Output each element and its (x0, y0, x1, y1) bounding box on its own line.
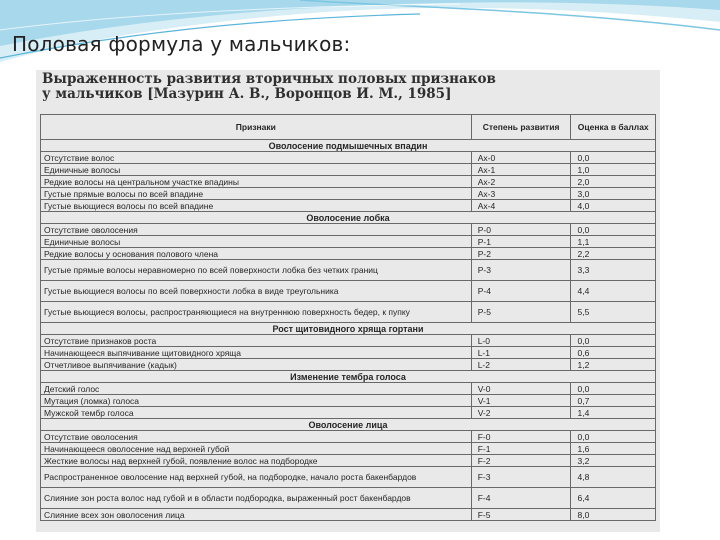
table-body (41, 140, 656, 521)
cell-stage: Р-5 (471, 302, 571, 323)
table-row (41, 431, 656, 443)
cell-stage: L-0 (471, 335, 571, 347)
cell-score: 1,1 (571, 236, 656, 248)
cell-sign: Детский голос (41, 383, 472, 395)
section-title: Оволосение лобка (41, 212, 656, 224)
table-row (41, 260, 656, 281)
cell-sign: Густые вьющиеся волосы по всей поверхности лобка в виде треугольника (41, 281, 472, 302)
cell-score: 0,0 (571, 383, 656, 395)
cell-sign: Единичные волосы (41, 164, 472, 176)
cell-stage: F-5 (471, 509, 571, 521)
cell-sign: Распространенное оволосение над верхней губой, на подбородке, начало роста бакенбардов (41, 467, 472, 488)
cell-score: 3,3 (571, 260, 656, 281)
table-row (41, 248, 656, 260)
cell-score: 2,2 (571, 248, 656, 260)
cell-stage: Ах-3 (471, 188, 571, 200)
table-row (41, 407, 656, 419)
cell-stage: F-2 (471, 455, 571, 467)
table-row (41, 176, 656, 188)
section-header-row (41, 371, 656, 383)
table-header-row (41, 115, 656, 140)
table-row (41, 200, 656, 212)
cell-stage: Р-3 (471, 260, 571, 281)
section-header-row (41, 212, 656, 224)
cell-score: 4,8 (571, 467, 656, 488)
table-row (41, 335, 656, 347)
cell-sign: Отчетливое выпячивание (кадык) (41, 359, 472, 371)
cell-score: 0,0 (571, 431, 656, 443)
table-row (41, 467, 656, 488)
cell-sign: Отсутствие оволосения (41, 431, 472, 443)
cell-sign: Начинающееся оволосение над верхней губой (41, 443, 472, 455)
cell-sign: Густые вьющиеся волосы, распространяющиеся на внутреннюю поверхность бедер, к пупку (41, 302, 472, 323)
scanned-table-image (36, 70, 660, 532)
table-row (41, 383, 656, 395)
cell-stage: F-3 (471, 467, 571, 488)
cell-stage: L-1 (471, 347, 571, 359)
cell-score: 4,0 (571, 200, 656, 212)
cell-sign: Отсутствие признаков роста (41, 335, 472, 347)
cell-stage: V-1 (471, 395, 571, 407)
cell-stage: L-2 (471, 359, 571, 371)
section-header-row (41, 140, 656, 152)
table-row (41, 152, 656, 164)
cell-stage: F-1 (471, 443, 571, 455)
cell-sign: Отсутствие волос (41, 152, 472, 164)
cell-score: 3,2 (571, 455, 656, 467)
section-title: Оволосение подмышечных впадин (41, 140, 656, 152)
cell-sign: Густые прямые волосы неравномерно по всей поверхности лобка без четких границ (41, 260, 472, 281)
cell-sign: Единичные волосы (41, 236, 472, 248)
column-header-sign: Признаки (41, 115, 472, 140)
cell-stage: Ах-1 (471, 164, 571, 176)
cell-stage: Р-2 (471, 248, 571, 260)
cell-sign: Начинающееся выпячивание щитовидного хряща (41, 347, 472, 359)
section-header-row (41, 419, 656, 431)
table-row (41, 395, 656, 407)
cell-stage: V-0 (471, 383, 571, 395)
cell-score: 1,4 (571, 407, 656, 419)
cell-stage: Ах-4 (471, 200, 571, 212)
table-row (41, 359, 656, 371)
cell-score: 0,0 (571, 152, 656, 164)
table-row (41, 488, 656, 509)
cell-sign: Густые прямые волосы по всей впадине (41, 188, 472, 200)
cell-score: 0,7 (571, 395, 656, 407)
cell-score: 1,0 (571, 164, 656, 176)
cell-stage: F-0 (471, 431, 571, 443)
table-row (41, 455, 656, 467)
cell-stage: Р-0 (471, 224, 571, 236)
table-row (41, 164, 656, 176)
section-title: Оволосение лица (41, 419, 656, 431)
section-title: Рост щитовидного хряща гортани (41, 323, 656, 335)
cell-sign: Слияние всех зон оволосения лица (41, 509, 472, 521)
cell-score: 8,0 (571, 509, 656, 521)
cell-score: 0,6 (571, 347, 656, 359)
cell-score: 0,0 (571, 224, 656, 236)
table-row (41, 443, 656, 455)
cell-stage: Ах-2 (471, 176, 571, 188)
cell-stage: Ах-0 (471, 152, 571, 164)
cell-sign: Отсутствие оволосения (41, 224, 472, 236)
sex-characteristics-table (40, 114, 656, 521)
cell-score: 3,0 (571, 188, 656, 200)
table-row (41, 347, 656, 359)
table-heading-line-1: Выраженность развития вторичных половых признаков (42, 71, 496, 87)
cell-sign: Редкие волосы на центральном участке впадины (41, 176, 472, 188)
cell-sign: Редкие волосы у основания полового члена (41, 248, 472, 260)
cell-score: 4,4 (571, 281, 656, 302)
table-row (41, 188, 656, 200)
cell-stage: F-4 (471, 488, 571, 509)
table-row (41, 281, 656, 302)
column-header-score: Оценка в баллах (571, 115, 656, 140)
cell-sign: Мутация (ломка) голоса (41, 395, 472, 407)
cell-score: 0,0 (571, 335, 656, 347)
cell-score: 1,2 (571, 359, 656, 371)
cell-score: 5,5 (571, 302, 656, 323)
table-row (41, 509, 656, 521)
cell-sign: Густые вьющиеся волосы по всей впадине (41, 200, 472, 212)
table-heading (42, 72, 642, 102)
table-row (41, 302, 656, 323)
cell-score: 1,6 (571, 443, 656, 455)
cell-sign: Слияние зон роста волос над губой и в области подбородка, выраженный рост бакенбардов (41, 488, 472, 509)
cell-score: 6,4 (571, 488, 656, 509)
cell-stage: Р-1 (471, 236, 571, 248)
table-heading-line-2: у мальчиков [Мазурин А. В., Воронцов И. М., 1985] (42, 86, 452, 102)
cell-sign: Жесткие волосы над верхней губой, появление волос на подбородке (41, 455, 472, 467)
cell-stage: V-2 (471, 407, 571, 419)
slide-title: Половая формула у мальчиков: (12, 32, 351, 56)
table-row (41, 224, 656, 236)
cell-sign: Мужской тембр голоса (41, 407, 472, 419)
table-row (41, 236, 656, 248)
section-header-row (41, 323, 656, 335)
column-header-stage: Степень развития (471, 115, 571, 140)
cell-stage: Р-4 (471, 281, 571, 302)
section-title: Изменение тембра голоса (41, 371, 656, 383)
cell-score: 2,0 (571, 176, 656, 188)
